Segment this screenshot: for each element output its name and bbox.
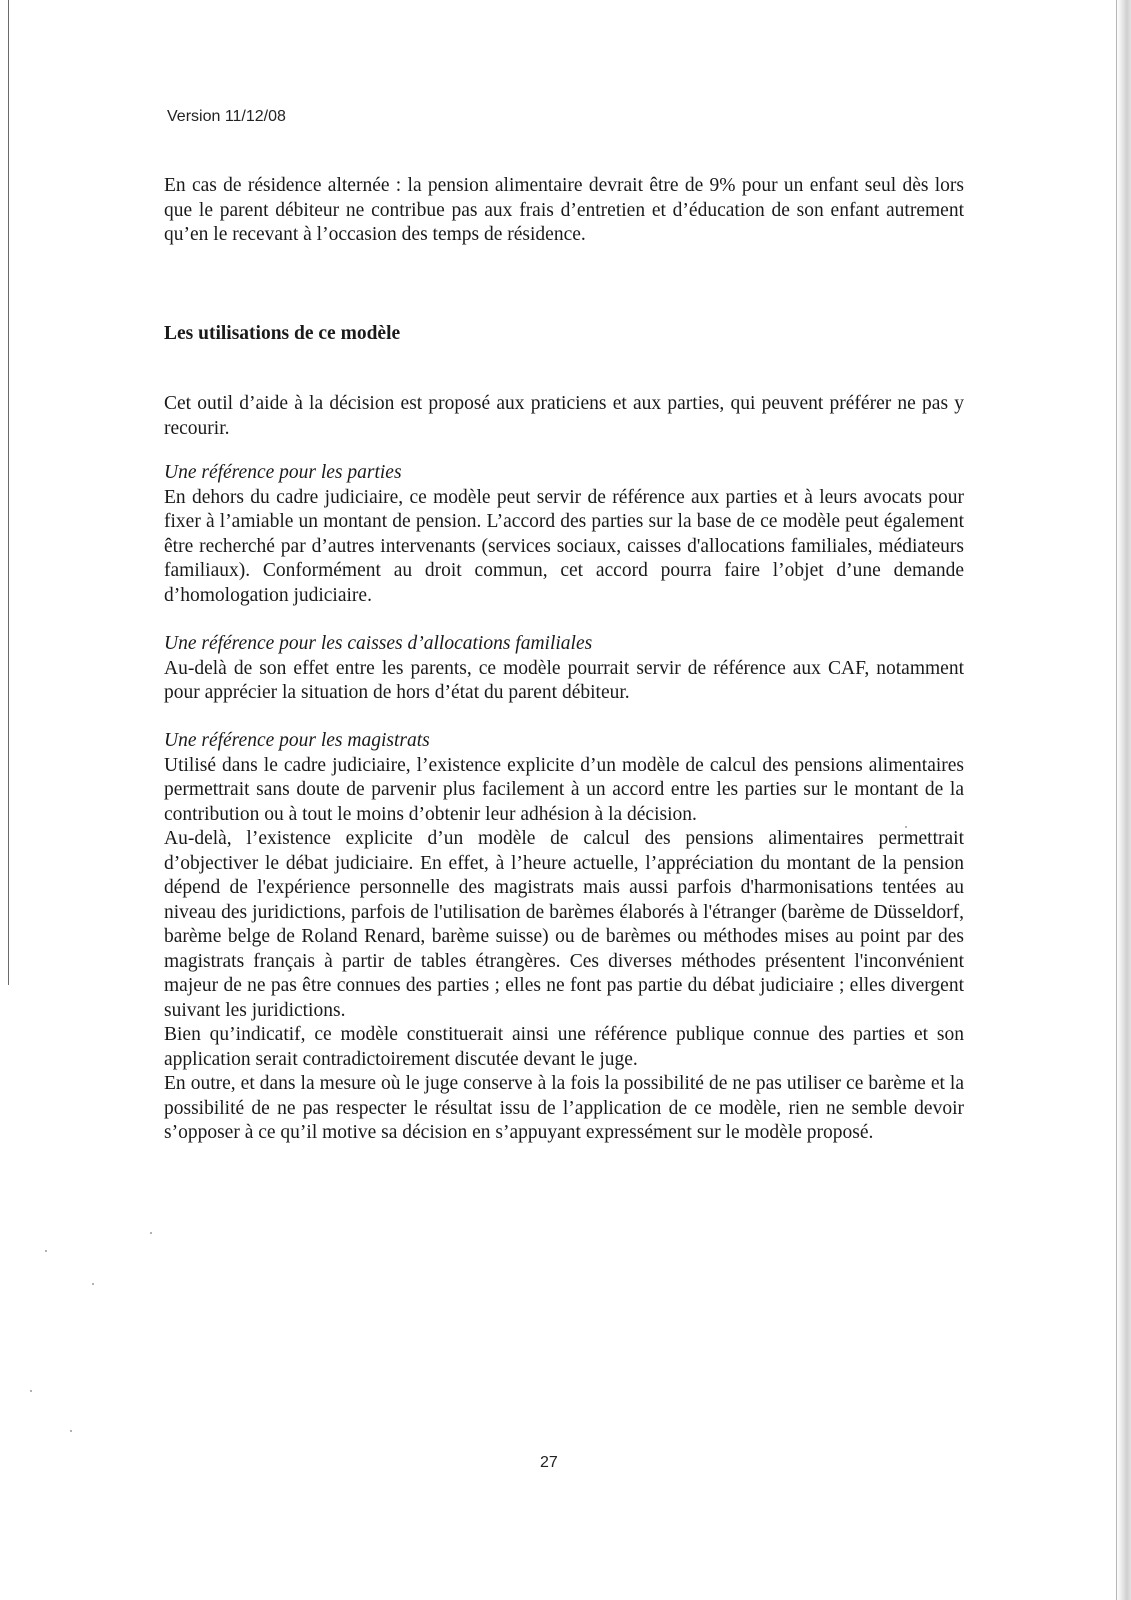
scan-speck xyxy=(92,1283,94,1285)
version-label: Version 11/12/08 xyxy=(167,108,286,125)
magistrats-heading: Une référence pour les magistrats xyxy=(164,730,430,751)
scan-speck xyxy=(70,1430,72,1432)
lead-text: Cet outil d’aide à la décision est proposé aux praticiens et aux parties, qui peuvent préférer ne pas y recourir. xyxy=(164,393,964,439)
lead-paragraph xyxy=(164,392,964,441)
caf-text: Au-delà de son effet entre les parents, ce modèle pourrait servir de référence aux CAF, notamment pour apprécier la situation de hors d’état du parent débiteur. xyxy=(164,657,964,703)
parties-heading: Une référence pour les parties xyxy=(164,462,402,483)
scan-speck xyxy=(905,826,907,828)
section-title: Les utilisations de ce modèle xyxy=(164,323,401,344)
intro-paragraph xyxy=(164,174,964,248)
magistrats-section xyxy=(164,729,964,1146)
scan-speck xyxy=(150,1232,152,1234)
intro-text: En cas de résidence alternée : la pension alimentaire devrait être de 9% pour un enfant seul dès lors que le parent débiteur ne contribue pas aux frais d’entretien et d’éducation de son enfant autrement qu’en le recevant à l’occasion des temps de résidence. xyxy=(164,175,964,245)
magistrats-paragraph-4: En outre, et dans la mesure où le juge conserve à la fois la possibilité de ne pas utiliser ce barème et la possibilité de ne pas respecter le résultat issu de l’application de ce modèle, rien ne semble devoir s’opposer à ce qu’il motive sa décision en s’appuyant expressément sur le modèle proposé. xyxy=(164,1073,964,1143)
magistrats-paragraph-3: Bien qu’indicatif, ce modèle constituerait ainsi une référence publique connue des parties et son application serait contradictoirement discutée devant le juge. xyxy=(164,1024,964,1070)
magistrats-paragraph-1: Utilisé dans le cadre judiciaire, l’existence explicite d’un modèle de calcul des pensions alimentaires permettrait sans doute de parvenir plus facilement à un accord entre les parties sur le montant de la contribution ou à tout le moins d’obtenir leur adhésion à la décision. xyxy=(164,754,964,825)
parties-section xyxy=(164,461,964,608)
parties-text: En dehors du cadre judiciaire, ce modèle peut servir de référence aux parties et à leurs avocats pour fixer à l’amiable un montant de pension. L’accord des parties sur la base de ce modèle peut également être recherché par d’autres intervenants (services sociaux, caisses d'allocations familiales, médiateurs familiaux). Conformément au droit commun, cet accord pourra faire l’objet d’une demande d’homologation judiciaire. xyxy=(164,486,964,606)
scan-speck xyxy=(30,1390,32,1392)
scan-speck xyxy=(45,1250,47,1252)
scan-left-edge xyxy=(8,0,9,985)
magistrats-paragraph-2: Au-delà, l’existence explicite d’un modèle de calcul des pensions alimentaires permettrait d’objectiver le débat judiciaire. En effet, à l’heure actuelle, l’appréciation du montant de la pension dépend de l'expérience personnelle des magistrats mais aussi parfois d'harmonisations tentées au niveau des juridictions, parfois de l'utilisation de barèmes élaborés à l'étranger (barème de Düsseldorf, barème belge de Roland Renard, barème suisse) ou de barèmes ou méthodes mises au point par des magistrats français à partir de tables étrangères. Ces diverses méthodes présentent l'inconvénient majeur de ne pas être connues des parties ; elles ne font pas partie du débat judiciaire ; elles divergent suivant les juridictions. xyxy=(164,828,964,1021)
page-number: 27 xyxy=(540,1454,558,1471)
caf-section xyxy=(164,632,964,706)
caf-heading: Une référence pour les caisses d’allocations familiales xyxy=(164,633,593,654)
scan-right-edge xyxy=(1117,0,1131,1600)
